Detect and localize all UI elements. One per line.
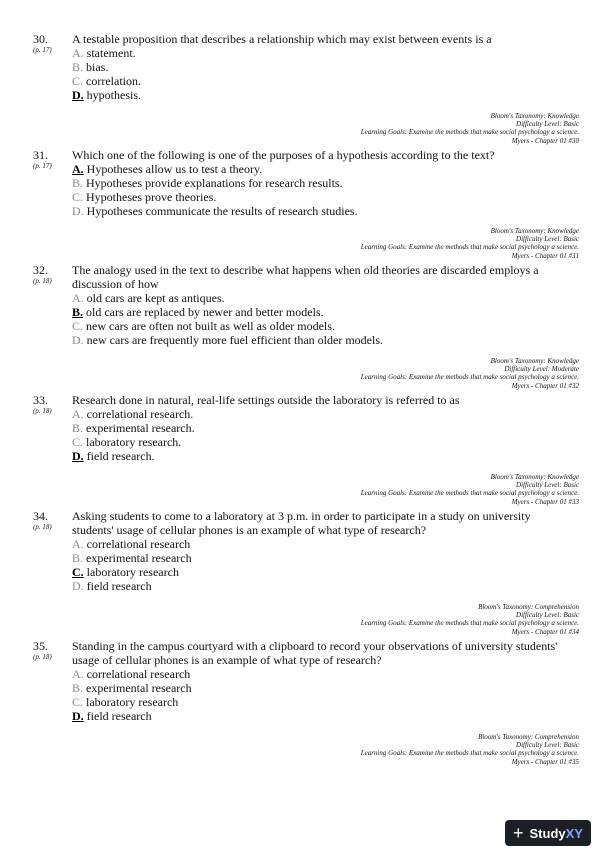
answer-options xyxy=(72,46,572,102)
answer-option-d xyxy=(72,333,572,347)
chapter-ref: Myers - Chapter 01 #35 xyxy=(511,757,579,766)
option-letter: C. xyxy=(72,435,84,449)
difficulty-level: Difficulty Level: Basic xyxy=(516,235,579,244)
option-text: experimental research xyxy=(86,681,192,695)
learning-goals: Learning Goals: Examine the methods that make social psychology a science. xyxy=(360,619,579,628)
difficulty-level: Difficulty Level: Moderate xyxy=(504,365,579,374)
bloom-level: Bloom's Taxonomy: Knowledge xyxy=(490,357,579,365)
option-letter: C. xyxy=(72,695,84,709)
option-letter: C. xyxy=(72,190,84,204)
question-number: 31. xyxy=(33,148,48,162)
answer-options xyxy=(72,537,572,593)
option-letter-correct: D. xyxy=(72,88,84,102)
question-page-ref: (p. 18) xyxy=(33,653,52,661)
answer-options xyxy=(72,162,572,218)
answer-option-a xyxy=(72,667,572,681)
question-body xyxy=(72,393,572,463)
answer-option-b xyxy=(72,60,572,74)
answer-option-c xyxy=(72,695,572,709)
option-text: old cars are kept as antiques. xyxy=(86,291,225,305)
difficulty-level: Difficulty Level: Basic xyxy=(516,611,579,620)
question-30-meta xyxy=(361,112,579,145)
question-stem: Which one of the following is one of the purposes of a hypothesis according to the text? xyxy=(72,148,495,162)
bloom-level: Bloom's Taxonomy: Knowledge xyxy=(490,112,579,120)
studyxy-logo xyxy=(505,820,591,846)
option-text: correlational research. xyxy=(86,407,194,421)
answer-option-c xyxy=(72,435,572,449)
learning-goals: Learning Goals: Examine the methods that make social psychology a science. xyxy=(360,128,579,137)
learning-goals: Learning Goals: Examine the methods that make social psychology a science. xyxy=(360,489,579,498)
answer-option-a xyxy=(72,537,572,551)
question-page-ref: (p. 17) xyxy=(33,162,52,170)
question-32-meta xyxy=(361,357,579,390)
chapter-ref: Myers - Chapter 01 #31 xyxy=(511,251,579,260)
answer-option-d xyxy=(72,449,572,463)
option-letter: B. xyxy=(72,551,84,565)
option-text: experimental research. xyxy=(86,421,195,435)
bloom-level: Bloom's Taxonomy: Comprehension xyxy=(478,733,579,741)
option-text: correlational research xyxy=(86,667,191,681)
answer-option-c xyxy=(72,190,572,204)
option-text: field research xyxy=(86,709,152,723)
learning-goals: Learning Goals: Examine the methods that make social psychology a science. xyxy=(360,749,579,758)
question-number: 33. xyxy=(33,393,48,407)
answer-option-a xyxy=(72,46,572,60)
question-number: 32. xyxy=(33,263,48,277)
learning-goals: Learning Goals: Examine the methods that make social psychology a science. xyxy=(360,373,579,382)
option-text: field research. xyxy=(86,449,155,463)
answer-options xyxy=(72,407,572,463)
answer-option-d xyxy=(72,204,572,218)
option-text: bias. xyxy=(86,60,109,74)
bloom-level: Bloom's Taxonomy: Comprehension xyxy=(478,603,579,611)
brand-name-accent: XY xyxy=(565,825,583,841)
option-text: correlational research xyxy=(86,537,191,551)
chapter-ref: Myers - Chapter 01 #32 xyxy=(511,381,579,390)
question-34-meta xyxy=(361,603,579,636)
option-text: Hypotheses allow us to test a theory. xyxy=(86,162,263,176)
option-text: Hypotheses prove theories. xyxy=(86,190,217,204)
difficulty-level: Difficulty Level: Basic xyxy=(516,481,579,490)
question-body xyxy=(72,148,572,218)
answer-option-b xyxy=(72,551,572,565)
option-text: hypothesis. xyxy=(86,88,142,102)
answer-option-c xyxy=(72,74,572,88)
question-stem: Research done in natural, real-life settings outside the laboratory is referred to as xyxy=(72,393,460,407)
option-letter: D. xyxy=(72,333,84,347)
option-letter: A. xyxy=(72,291,84,305)
question-stem: The analogy used in the text to describe what happens when old theories are discarded employs a discussion of how xyxy=(72,263,539,291)
question-page-ref: (p. 18) xyxy=(33,407,52,415)
option-letter-correct: D. xyxy=(72,449,84,463)
option-letter: B. xyxy=(72,176,84,190)
chapter-ref: Myers - Chapter 01 #34 xyxy=(511,627,579,636)
answer-option-b xyxy=(72,421,572,435)
answer-option-d xyxy=(72,709,572,723)
chapter-ref: Myers - Chapter 01 #30 xyxy=(511,136,579,145)
option-letter-correct: C. xyxy=(72,565,84,579)
option-text: laboratory research. xyxy=(86,435,182,449)
option-text: Hypotheses communicate the results of research studies. xyxy=(86,204,358,218)
option-text: field research xyxy=(86,579,152,593)
option-text: statement. xyxy=(86,46,136,60)
option-letter-correct: B. xyxy=(72,305,84,319)
answer-option-b xyxy=(72,176,572,190)
option-letter: D. xyxy=(72,204,84,218)
answer-option-c xyxy=(72,565,572,579)
answer-option-a xyxy=(72,162,572,176)
option-letter: A. xyxy=(72,407,84,421)
bloom-level: Bloom's Taxonomy: Knowledge xyxy=(490,227,579,235)
answer-option-b xyxy=(72,681,572,695)
answer-options xyxy=(72,667,572,723)
answer-option-d xyxy=(72,88,572,102)
bloom-level: Bloom's Taxonomy: Knowledge xyxy=(490,473,579,481)
question-33-meta xyxy=(361,473,579,506)
question-number: 30. xyxy=(33,32,48,46)
answer-option-a xyxy=(72,407,572,421)
option-text: correlation. xyxy=(86,74,141,88)
option-letter: D. xyxy=(72,579,84,593)
question-stem: A testable proposition that describes a relationship which may exist between events is a xyxy=(72,32,492,46)
option-letter-correct: A. xyxy=(72,162,84,176)
difficulty-level: Difficulty Level: Basic xyxy=(516,120,579,129)
option-letter: B. xyxy=(72,421,84,435)
option-text: old cars are replaced by newer and better models. xyxy=(86,305,324,319)
option-letter: A. xyxy=(72,667,84,681)
option-letter: C. xyxy=(72,319,84,333)
option-text: new cars are often not built as well as older models. xyxy=(86,319,335,333)
question-page-ref: (p. 18) xyxy=(33,523,52,531)
option-letter: B. xyxy=(72,60,84,74)
question-body xyxy=(72,32,572,102)
difficulty-level: Difficulty Level: Basic xyxy=(516,741,579,750)
question-page-ref: (p. 17) xyxy=(33,46,52,54)
option-letter-correct: D. xyxy=(72,709,84,723)
answer-option-a xyxy=(72,291,572,305)
question-body xyxy=(72,263,572,347)
option-letter: C. xyxy=(72,74,84,88)
question-page-ref: (p. 18) xyxy=(33,277,52,285)
chapter-ref: Myers - Chapter 01 #33 xyxy=(511,497,579,506)
question-number: 35. xyxy=(33,639,48,653)
question-stem: Asking students to come to a laboratory at 3 p.m. in order to participate in a study on university students' usage of cellular phones is an example of what type of research? xyxy=(72,509,531,537)
question-stem: Standing in the campus courtyard with a clipboard to record your observations of university students' usage of cellular phones is an example of what type of research? xyxy=(72,639,558,667)
option-text: Hypotheses provide explanations for research results. xyxy=(86,176,343,190)
question-body xyxy=(72,639,572,723)
learning-goals: Learning Goals: Examine the methods that make social psychology a science. xyxy=(360,243,579,252)
option-letter: A. xyxy=(72,537,84,551)
answer-option-c xyxy=(72,319,572,333)
question-31-meta xyxy=(361,227,579,260)
answer-options xyxy=(72,291,572,347)
option-text: experimental research xyxy=(86,551,192,565)
plus-icon: + xyxy=(513,823,524,843)
question-number: 34. xyxy=(33,509,48,523)
brand-name-main: Study xyxy=(529,825,566,841)
option-text: laboratory research xyxy=(86,565,179,579)
option-text: laboratory research xyxy=(86,695,179,709)
answer-option-b xyxy=(72,305,572,319)
question-35-meta xyxy=(361,733,579,766)
option-text: new cars are frequently more fuel efficient than older models. xyxy=(86,333,383,347)
question-body xyxy=(72,509,572,593)
option-letter: A. xyxy=(72,46,84,60)
answer-option-d xyxy=(72,579,572,593)
option-letter: B. xyxy=(72,681,84,695)
